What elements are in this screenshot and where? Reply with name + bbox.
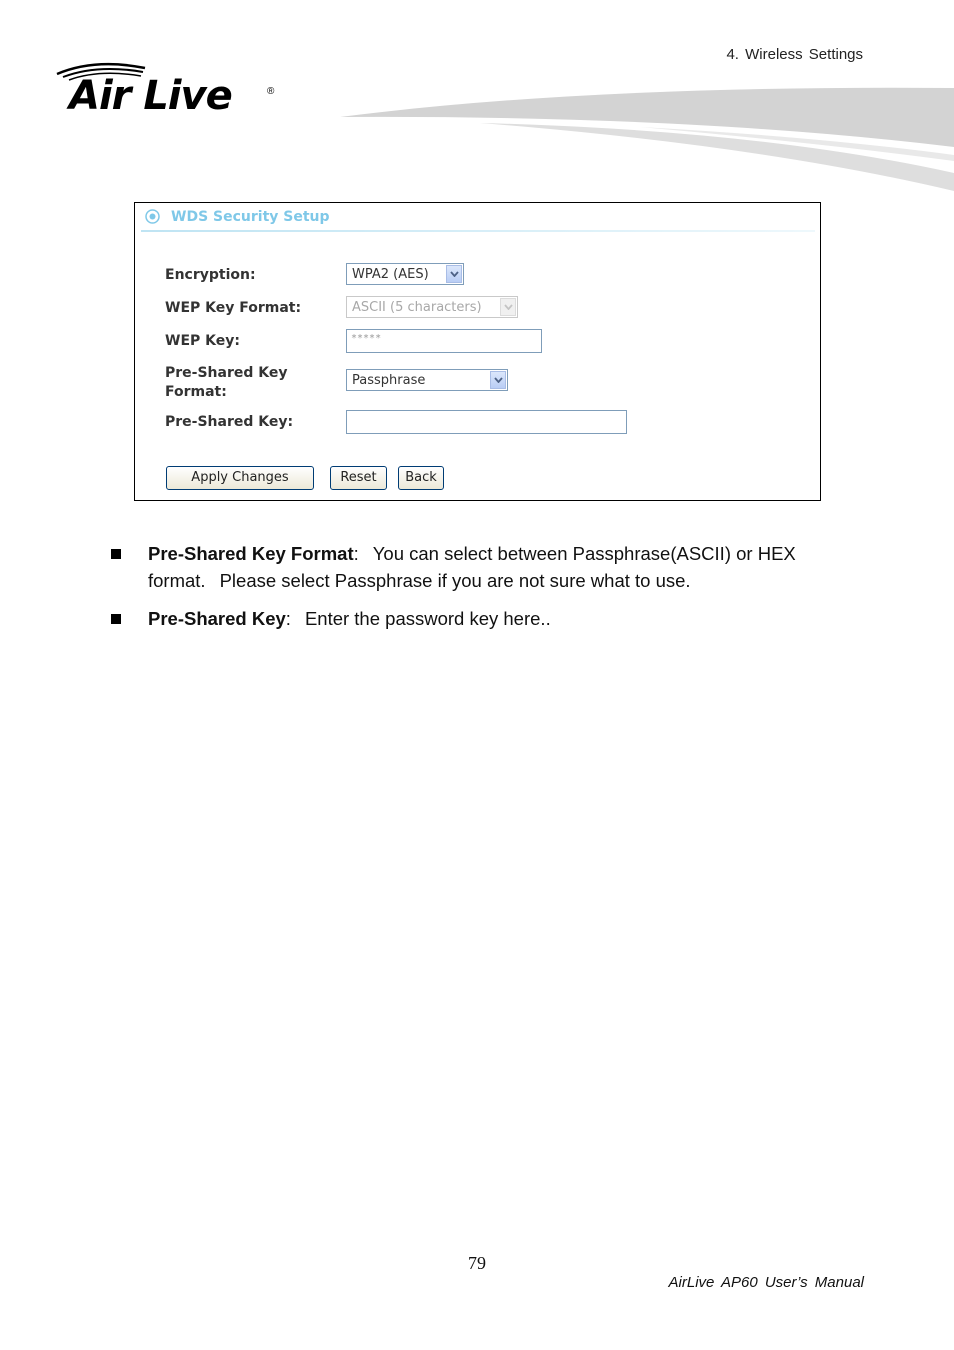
manual-footer: AirLive AP60 User’s Manual — [668, 1274, 864, 1291]
bullet-term: Pre-Shared Key Format — [148, 543, 354, 564]
page-number: 79 — [468, 1253, 486, 1273]
apply-changes-button[interactable]: Apply Changes — [166, 466, 314, 490]
psk-label: Pre-Shared Key: — [165, 414, 294, 430]
bullet-separator: : — [353, 543, 359, 564]
wep-key-input[interactable] — [346, 329, 542, 353]
logo-text: Air Live — [69, 73, 232, 119]
header-swoosh-graphic — [340, 85, 954, 195]
square-bullet-icon — [111, 549, 121, 559]
chapter-heading: 4. Wireless Settings — [726, 46, 863, 63]
panel-title: WDS Security Setup — [171, 209, 330, 225]
psk-format-label — [165, 364, 288, 402]
wds-security-panel — [134, 202, 821, 501]
wep-key-value: ***** — [351, 333, 382, 344]
wep-key-format-value: ASCII (5 characters) — [352, 300, 482, 315]
chevron-down-icon[interactable] — [500, 298, 516, 316]
wep-key-format-label: WEP Key Format: — [165, 300, 302, 316]
chevron-down-icon[interactable] — [446, 265, 462, 283]
wep-key-format-select[interactable] — [346, 296, 518, 318]
psk-format-label-line2: Format: — [165, 384, 227, 400]
encryption-label: Encryption: — [165, 267, 256, 283]
bullet-psk-format — [110, 540, 850, 594]
wep-key-label: WEP Key: — [165, 333, 240, 349]
circle-target-icon — [145, 209, 160, 224]
airlive-logo — [55, 60, 285, 122]
encryption-value: WPA2 (AES) — [352, 267, 429, 282]
psk-format-label-line1: Pre-Shared Key — [165, 365, 288, 381]
bullet-psk — [110, 605, 850, 632]
square-bullet-icon — [111, 614, 121, 624]
psk-input[interactable] — [346, 410, 627, 434]
registered-mark: ® — [267, 86, 275, 97]
bullet-text-2: Please select Passphrase if you are not sure what to use. — [219, 570, 691, 591]
panel-header — [141, 206, 815, 230]
reset-button[interactable]: Reset — [330, 466, 387, 490]
chevron-down-icon[interactable] — [490, 371, 506, 389]
bullet-term: Pre-Shared Key — [148, 608, 286, 629]
psk-format-value: Passphrase — [352, 373, 426, 388]
bullet-separator: : — [285, 608, 291, 629]
header-divider — [141, 230, 815, 232]
bullet-list — [110, 540, 850, 632]
encryption-select[interactable] — [346, 263, 464, 285]
psk-format-select[interactable] — [346, 369, 508, 391]
bullet-text: You can select between Passphrase(ASCII) or HEX format. — [148, 543, 796, 591]
bullet-text: Enter the password key here.. — [304, 608, 551, 629]
back-button[interactable]: Back — [398, 466, 444, 490]
